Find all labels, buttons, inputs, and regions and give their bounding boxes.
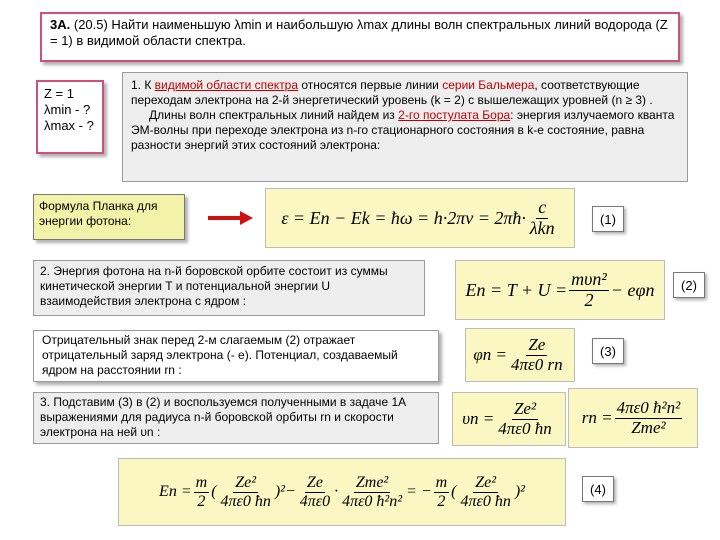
velocity-formula-denominator: 4πε0 ħn: [498, 418, 552, 438]
formula-4-frac-3-den: 4πε0: [299, 492, 331, 510]
velocity-formula-numerator: Ze²: [513, 398, 537, 418]
radius-formula-fraction: [615, 399, 683, 437]
velocity-formula: [452, 392, 566, 446]
formula-4-frac-5-den: 2: [437, 492, 446, 510]
equation-label-1: (1): [592, 206, 624, 232]
formula-2-denominator: 2: [584, 289, 594, 310]
formula-1-fraction: [528, 198, 557, 239]
formula-4-frac-6-den: 4πε0 ħn: [460, 492, 511, 510]
problem-text: (20.5) Найти наименьшую λmin и наибольшую λmax длины волн спектральных линий водорода (Z = 1) в видимой области спектра.: [50, 17, 668, 48]
step1-paragraph-1: [131, 78, 679, 108]
radius-formula-denominator: Zme²: [631, 417, 666, 437]
formula-2-fraction: [569, 270, 609, 311]
formula-4-frac-4-den: 4πε0 ħ²n²: [342, 492, 403, 510]
formula-4-paren-close-2: )²: [514, 483, 525, 500]
planck-label-box: [33, 194, 185, 240]
formula-4-paren-close-1: )²: [274, 483, 285, 500]
formula-4-dot: ·: [334, 483, 339, 500]
formula-4-lhs: En =: [159, 483, 192, 500]
formula-4-frac-2-num: Ze²: [235, 473, 257, 491]
balmer-series-term: серии Бальмера: [442, 78, 535, 92]
sign-note: [33, 330, 439, 382]
formula-3-denominator: 4πε0 rn: [511, 354, 563, 374]
given-z: Z = 1: [44, 86, 74, 101]
formula-3-lhs: φn =: [473, 345, 508, 364]
equation-label-4: (4): [582, 476, 614, 502]
formula-1-denominator: λkn: [529, 217, 555, 238]
formula-4-frac-1-num: m: [195, 473, 208, 491]
formula-2: [455, 260, 665, 320]
problem-statement: [40, 12, 680, 62]
radius-formula: [568, 388, 698, 448]
formula-3-fraction: [509, 336, 565, 374]
step1-text-c: , соответствующие переходам электрона на 2-й энергетический уровень (k = 2) с вышележащих уровней (n ≥ 3) .: [131, 78, 653, 107]
formula-4: [118, 458, 566, 526]
step3-text: [33, 392, 439, 444]
step1-text-d: Длины волн спектральных линий найдем из: [149, 108, 399, 122]
formula-4-frac-4-num: Zme²: [355, 473, 389, 491]
formula-4-frac-5: [434, 474, 450, 510]
radius-formula-lhs: rn =: [581, 408, 613, 427]
formula-2-numerator: mυn²: [571, 268, 607, 289]
formula-4-frac-2-den: 4πε0 ħn: [220, 492, 271, 510]
visible-spectrum-link[interactable]: видимой области спектра: [154, 78, 299, 92]
step1-text: [122, 72, 688, 182]
formula-4-frac-4: [340, 474, 404, 510]
formula-4-frac-1-den: 2: [197, 492, 206, 510]
arrow-right-icon: [206, 210, 254, 226]
given-lambda-max: λmax - ?: [44, 118, 94, 133]
formula-4-frac-6-num: Ze²: [475, 473, 497, 491]
step2-content: 2. Энергия фотона на n-й боровской орбите состоит из суммы кинетической энергии T и потенциальной энергии U взаимодействия электрона с ядром :: [40, 264, 388, 308]
formula-3: [465, 328, 575, 382]
formula-2-lhs: En = T + U =: [465, 279, 568, 300]
problem-number: 3А.: [50, 17, 71, 32]
equation-label-3: (3): [592, 338, 624, 364]
formula-4-frac-6: [459, 474, 513, 510]
formula-4-frac-3-num: Ze: [306, 473, 323, 491]
given-lambda-min: λmin - ?: [44, 102, 91, 117]
formula-4-frac-2: [219, 474, 273, 510]
step1-text-a: 1. К: [131, 78, 155, 92]
formula-4-paren-open-2: (: [451, 483, 457, 500]
equation-label-2: (2): [673, 272, 705, 298]
step1-text-e: : энергия излучаемого кванта ЭМ-волны при переходе электрона из n-го стационарного состояния в k-е состояние, равна разности энергий этих состояний электрона:: [131, 108, 675, 152]
velocity-formula-fraction: [496, 400, 553, 438]
given-box: [36, 80, 104, 154]
formula-4-minus: −: [284, 483, 296, 500]
step3-content: 3. Подставим (3) в (2) и воспользуемся полученными в задаче 1А выражениями для радиуса n-й боровской орбиты rn и скорости электрона на ней υn :: [40, 395, 407, 439]
formula-1: [265, 188, 575, 248]
formula-4-paren-open-1: (: [211, 483, 217, 500]
radius-formula-numerator: 4πε0 ħ²n²: [616, 397, 681, 417]
step2-text: [33, 260, 425, 316]
formula-4-equals: = −: [406, 483, 432, 500]
velocity-formula-lhs: υn =: [462, 409, 495, 428]
formula-1-numerator: c: [538, 196, 547, 217]
formula-3-numerator: Ze: [528, 334, 546, 354]
planck-label: Формула Планка для энергии фотона:: [39, 199, 158, 228]
step1-text-b: относятся первые линии: [298, 78, 443, 92]
formula-2-rhs: − eφn: [610, 279, 655, 300]
formula-4-frac-3: [298, 474, 332, 510]
bohr-postulate-link[interactable]: 2-го постулата Бора: [398, 108, 511, 122]
sign-note-text: Отрицательный знак перед 2-м слагаемым (2) отражает отрицательный заряд электрона (- e). Потенциал, создаваемый ядром на расстоянии rn :: [42, 333, 398, 377]
formula-1-main: ε = En − Ek = ħω = h·2πν = 2πħ·: [281, 207, 526, 228]
formula-4-frac-1: [194, 474, 210, 510]
formula-4-frac-5-num: m: [435, 473, 448, 491]
step1-paragraph-2: [131, 108, 679, 153]
